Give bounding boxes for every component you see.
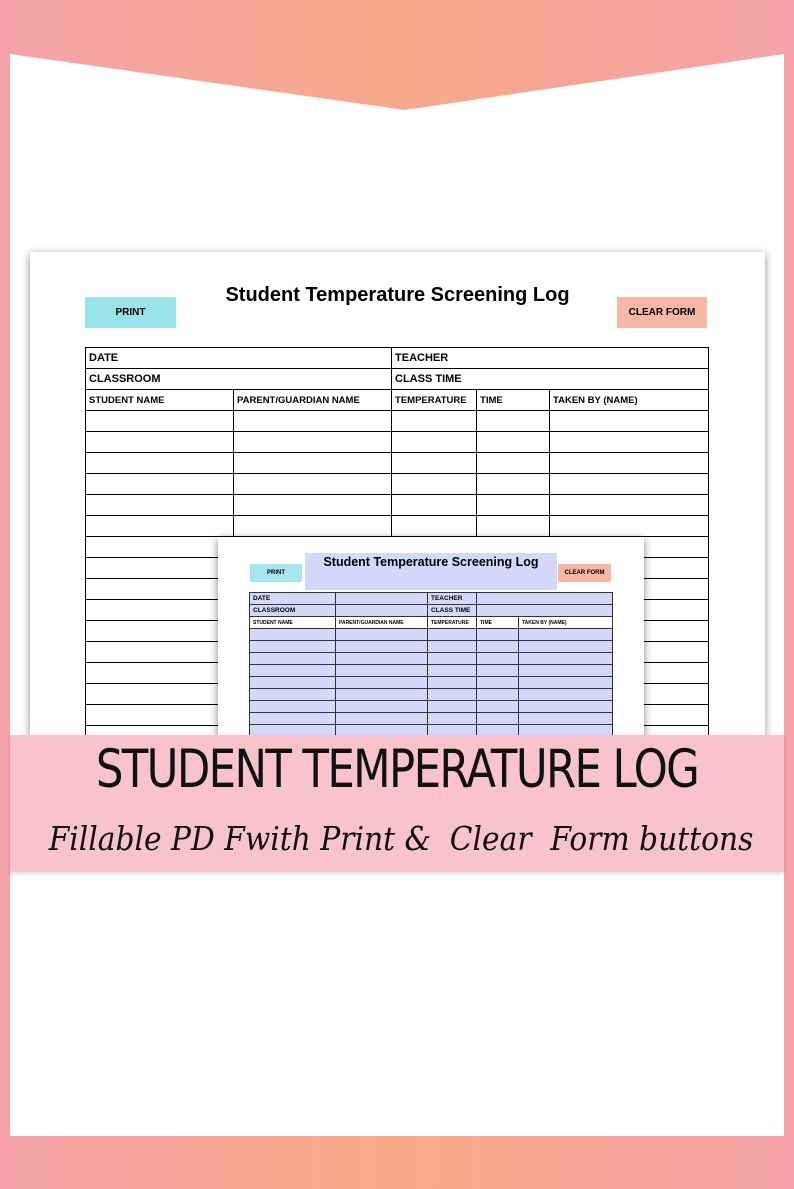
log-cell-input[interactable] [86, 432, 234, 453]
log-cell-input[interactable] [428, 689, 477, 701]
log-cell-input[interactable] [477, 689, 519, 701]
log-cell-input[interactable] [336, 689, 428, 701]
log-cell-input[interactable] [428, 713, 477, 725]
table-row [250, 629, 613, 641]
column-header: TIME [477, 390, 550, 411]
banner-headline: STUDENT TEMPERATURE LOG [95, 739, 699, 800]
log-cell-input[interactable] [86, 516, 234, 537]
table-row [250, 641, 613, 653]
log-cell-input[interactable] [234, 495, 392, 516]
teacher-value-input[interactable] [477, 593, 613, 605]
log-cell-input[interactable] [86, 558, 234, 579]
log-cell-input[interactable] [477, 641, 519, 653]
log-cell-input[interactable] [550, 474, 709, 495]
column-header: TAKEN BY (NAME) [519, 617, 613, 629]
log-cell-input[interactable] [477, 653, 519, 665]
log-cell-input[interactable] [86, 705, 234, 726]
log-cell-input[interactable] [477, 474, 550, 495]
bottom-band [0, 1136, 794, 1189]
column-header: TEMPERATURE [428, 617, 477, 629]
log-cell-input[interactable] [250, 677, 336, 689]
classroom-field[interactable]: CLASSROOM [86, 369, 392, 390]
log-cell-input[interactable] [392, 516, 477, 537]
log-cell-input[interactable] [86, 453, 234, 474]
log-cell-input[interactable] [477, 713, 519, 725]
table-header-row [250, 617, 613, 629]
log-cell-input[interactable] [428, 677, 477, 689]
log-cell-input[interactable] [519, 701, 613, 713]
column-header: TAKEN BY (NAME) [550, 390, 709, 411]
table-row [86, 516, 709, 537]
column-header: PARENT/GUARDIAN NAME [336, 617, 428, 629]
log-cell-input[interactable] [250, 641, 336, 653]
classroom-value-input[interactable] [336, 605, 428, 617]
log-cell-input[interactable] [550, 495, 709, 516]
teacher-field[interactable]: TEACHER [392, 348, 709, 369]
log-cell-input[interactable] [428, 629, 477, 641]
log-cell-input[interactable] [477, 516, 550, 537]
log-cell-input[interactable] [477, 411, 550, 432]
log-cell-input[interactable] [250, 629, 336, 641]
log-cell-input[interactable] [336, 653, 428, 665]
column-header: STUDENT NAME [86, 390, 234, 411]
log-cell-input[interactable] [234, 474, 392, 495]
column-header: PARENT/GUARDIAN NAME [234, 390, 392, 411]
log-cell-input[interactable] [234, 411, 392, 432]
table-row [250, 689, 613, 701]
log-cell-input[interactable] [477, 629, 519, 641]
log-cell-input[interactable] [519, 689, 613, 701]
log-cell-input[interactable] [428, 653, 477, 665]
banner-subline: Fillable PD Fwith Print & Clear Form buttons [48, 819, 754, 858]
column-header: TEMPERATURE [392, 390, 477, 411]
log-cell-input[interactable] [428, 701, 477, 713]
log-cell-input[interactable] [250, 689, 336, 701]
clear-form-button[interactable]: CLEAR FORM [617, 297, 707, 328]
class-time-field[interactable]: CLASS TIME [392, 369, 709, 390]
log-cell-input[interactable] [550, 516, 709, 537]
log-cell-input[interactable] [86, 663, 234, 684]
log-cell-input[interactable] [519, 665, 613, 677]
print-button-small[interactable]: PRINT [250, 564, 302, 582]
table-row [86, 495, 709, 516]
log-cell-input[interactable] [86, 600, 234, 621]
log-cell-input[interactable] [250, 713, 336, 725]
table-row [86, 432, 709, 453]
log-cell-input[interactable] [392, 495, 477, 516]
log-cell-input[interactable] [86, 621, 234, 642]
log-cell-input[interactable] [336, 641, 428, 653]
date-field[interactable]: DATE [86, 348, 392, 369]
title-banner [10, 735, 784, 872]
log-cell-input[interactable] [550, 432, 709, 453]
log-cell-input[interactable] [86, 411, 234, 432]
log-cell-input[interactable] [86, 474, 234, 495]
classroom-field[interactable]: CLASSROOM [250, 605, 336, 617]
log-cell-input[interactable] [336, 629, 428, 641]
table-row [250, 665, 613, 677]
log-cell-input[interactable] [86, 684, 234, 705]
table-row [250, 713, 613, 725]
log-cell-input[interactable] [86, 642, 234, 663]
log-cell-input[interactable] [86, 579, 234, 600]
log-cell-input[interactable] [477, 677, 519, 689]
log-cell-input[interactable] [336, 701, 428, 713]
form-title-small: Student Temperature Screening Log [323, 555, 539, 569]
log-cell-input[interactable] [336, 713, 428, 725]
log-cell-input[interactable] [86, 537, 234, 558]
log-cell-input[interactable] [519, 653, 613, 665]
log-cell-input[interactable] [250, 653, 336, 665]
log-cell-input[interactable] [477, 701, 519, 713]
column-header: STUDENT NAME [250, 617, 336, 629]
log-cell-input[interactable] [392, 453, 477, 474]
table-header-row [86, 390, 709, 411]
log-cell-input[interactable] [519, 677, 613, 689]
print-button[interactable]: PRINT [85, 297, 176, 328]
log-cell-input[interactable] [250, 701, 336, 713]
class-time-field[interactable]: CLASS TIME [428, 605, 477, 617]
table-row [86, 453, 709, 474]
log-cell-input[interactable] [519, 713, 613, 725]
date-field[interactable]: DATE [250, 593, 336, 605]
log-cell-input[interactable] [550, 453, 709, 474]
table-row [86, 411, 709, 432]
log-cell-input[interactable] [477, 665, 519, 677]
log-cell-input[interactable] [519, 641, 613, 653]
log-cell-input[interactable] [477, 432, 550, 453]
table-row [250, 677, 613, 689]
log-cell-input[interactable] [392, 432, 477, 453]
log-cell-input[interactable] [86, 495, 234, 516]
clear-form-button-small[interactable]: CLEAR FORM [558, 564, 611, 582]
table-row [250, 653, 613, 665]
log-cell-input[interactable] [477, 495, 550, 516]
column-header: TIME [477, 617, 519, 629]
log-cell-input[interactable] [234, 516, 392, 537]
log-cell-input[interactable] [234, 432, 392, 453]
class-time-value-input[interactable] [477, 605, 613, 617]
date-value-input[interactable] [336, 593, 428, 605]
log-cell-input[interactable] [477, 453, 550, 474]
log-cell-input[interactable] [428, 641, 477, 653]
log-cell-input[interactable] [519, 629, 613, 641]
log-cell-input[interactable] [550, 411, 709, 432]
table-row [250, 701, 613, 713]
log-cell-input[interactable] [250, 665, 336, 677]
table-row [86, 474, 709, 495]
teacher-field[interactable]: TEACHER [428, 593, 477, 605]
log-cell-input[interactable] [234, 453, 392, 474]
log-cell-input[interactable] [428, 665, 477, 677]
form-title: Student Temperature Screening Log [225, 284, 570, 306]
log-cell-input[interactable] [392, 411, 477, 432]
log-cell-input[interactable] [392, 474, 477, 495]
log-cell-input[interactable] [336, 665, 428, 677]
log-cell-input[interactable] [336, 677, 428, 689]
